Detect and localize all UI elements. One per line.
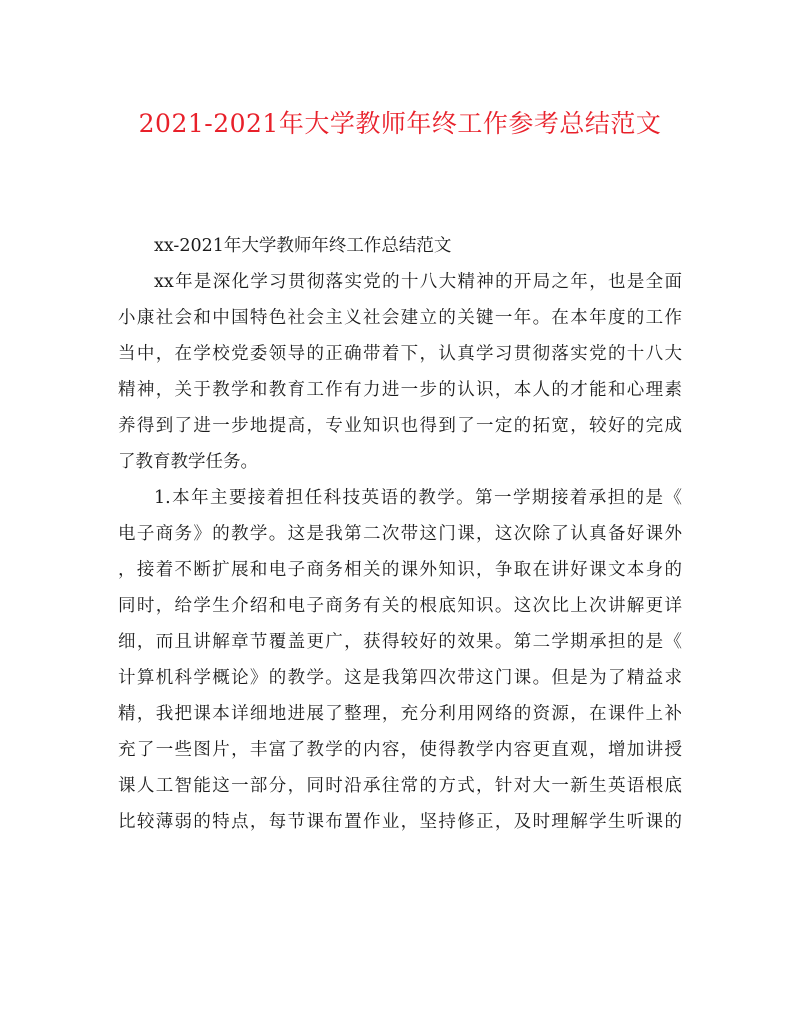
paragraph-line: 养得到了进一步地提高，专业知识也得到了一定的拓宽，较好的完成 [118, 416, 682, 436]
document-title: 2021-2021年大学教师年终工作参考总结范文 [138, 109, 662, 138]
paragraph-2 [118, 480, 682, 840]
paragraph-line: 了教育教学任务。 [118, 452, 258, 472]
paragraph-line: 细，而且讲解章节覆盖更广，获得较好的效果。第二学期承担的是《 [118, 632, 682, 652]
paragraph-line: 课人工智能这一部分，同时沿承往常的方式，针对大一新生英语根底 [118, 776, 682, 796]
paragraph-line: 精神，关于教学和教育工作有力进一步的认识，本人的才能和心理素 [118, 380, 682, 400]
paragraph-line: ，接着不断扩展和电子商务相关的课外知识，争取在讲好课文本身的 [118, 560, 682, 580]
paragraph-line: 小康社会和中国特色社会主义社会建立的关键一年。在本年度的工作 [118, 308, 682, 328]
document-body [118, 228, 682, 840]
paragraph-line: 1.本年主要接着担任科技英语的教学。第一学期接着承担的是《 [154, 488, 682, 508]
paragraph-line: 同时，给学生介绍和电子商务有关的根底知识。这次比上次讲解更详 [118, 596, 682, 616]
document-subtitle [118, 228, 682, 264]
paragraph-line: 比较薄弱的特点，每节课布置作业，坚持修正，及时理解学生听课的 [118, 812, 682, 832]
paragraph-line: 当中，在学校党委领导的正确带着下，认真学习贯彻落实党的十八大 [118, 344, 682, 364]
paragraph-line: 精，我把课本详细地进展了整理，充分利用网络的资源，在课件上补 [118, 704, 682, 724]
paragraph-1 [118, 264, 682, 480]
paragraph-line: xx年是深化学习贯彻落实党的十八大精神的开局之年，也是全面 [154, 272, 682, 292]
paragraph-line: 计算机科学概论》的教学。这是我第四次带这门课。但是为了精益求 [118, 668, 682, 688]
paragraph-line: 电子商务》的教学。这是我第二次带这门课，这次除了认真备好课外 [118, 524, 682, 544]
paragraph-line: 充了一些图片，丰富了教学的内容，使得教学内容更直观，增加讲授 [118, 740, 682, 760]
subtitle-line: xx-2021年大学教师年终工作总结范文 [154, 236, 452, 256]
